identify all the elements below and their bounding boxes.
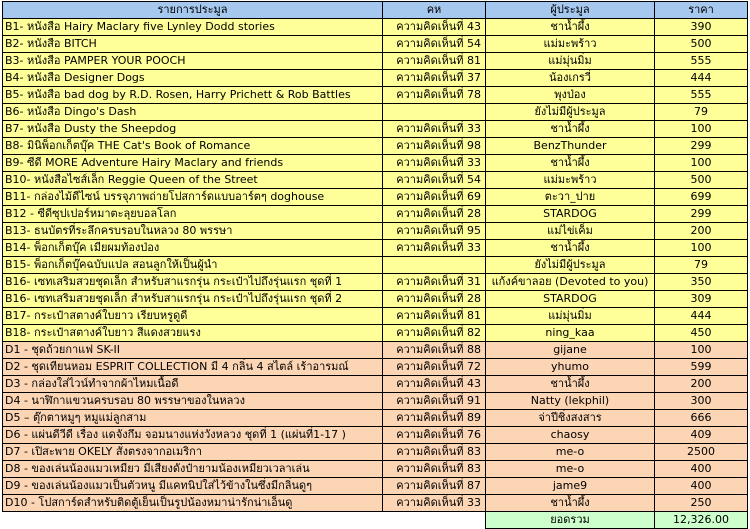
cell-price[interactable]: 300 [655, 393, 748, 410]
cell-price[interactable]: 555 [655, 87, 748, 104]
cell-item[interactable]: B16- เซทเสริมสวยชุดเล็ก สำหรับสาแรกรุ่น กระเป๋าไปถึงรุ่นแรก ชุดที่ 1 [3, 274, 383, 291]
cell-item[interactable]: B11- กล่องไม้ดีไซน์ บรรจุภาพถ่ายโปสการ์ดแบบอาร์ตๆ doghouse [3, 189, 383, 206]
summary-label[interactable]: ยอดรวม [486, 512, 655, 529]
cell-price[interactable]: 444 [655, 308, 748, 325]
table-row [3, 342, 748, 359]
cell-item[interactable]: D6 - แผ่นดีวีดี เรื่อง แดจังกึม จอมนางแห่งวังหลวง ชุดที่ 1 (แผ่นที่1-17 ) [3, 427, 383, 444]
cell-price[interactable]: 100 [655, 240, 748, 257]
cell-item[interactable]: B10- หนังสือไซส์เล็ก Reggie Queen of the Street [3, 172, 383, 189]
cell-price[interactable]: 200 [655, 376, 748, 393]
cell-member[interactable]: gijane [486, 342, 655, 359]
cell-member[interactable]: ชาน้ำผึ้ง [486, 495, 655, 512]
cell-price[interactable]: 79 [655, 104, 748, 121]
cell-topic[interactable]: ความคิดเห็นที่ 69 [383, 189, 486, 206]
cell-topic[interactable]: ความคิดเห็นที่ 54 [383, 172, 486, 189]
table-row [3, 444, 748, 461]
cell-topic[interactable]: ความคิดเห็นที่ 81 [383, 308, 486, 325]
cell-member[interactable]: STARDOG [486, 291, 655, 308]
cell-topic[interactable]: ความคิดเห็นที่ 83 [383, 444, 486, 461]
cell-topic[interactable]: ความคิดเห็นที่ 28 [383, 291, 486, 308]
cell-member[interactable]: yhumo [486, 359, 655, 376]
cell-item[interactable]: D10 - โปสการ์ดสำหรับติดตู้เย็นเป็นรูปน้องหมาน่ารักน่าเอ็นดู [3, 495, 383, 512]
table-row [3, 495, 748, 512]
table-row [3, 257, 748, 274]
table-row [3, 87, 748, 104]
header-item[interactable]: รายการประมูล [3, 2, 383, 19]
summary-blank [3, 512, 383, 529]
cell-item[interactable]: B15- พ็อกเก็ตบุ๊คฉบับแปล สอนลูกให้เป็นผู้นำ [3, 257, 383, 274]
cell-topic[interactable]: ความคิดเห็นที่ 76 [383, 427, 486, 444]
cell-topic[interactable]: ความคิดเห็นที่ 82 [383, 325, 486, 342]
table-row [3, 206, 748, 223]
cell-member[interactable]: ชาน้ำผึ้ง [486, 376, 655, 393]
cell-item[interactable]: D5 – ตุ๊กตาหมูๆ หมูแม่ลูกสาม [3, 410, 383, 427]
cell-topic[interactable]: ความคิดเห็นที่ 78 [383, 87, 486, 104]
cell-topic[interactable]: ความคิดเห็นที่ 43 [383, 19, 486, 36]
cell-topic[interactable]: ความคิดเห็นที่ 37 [383, 70, 486, 87]
cell-price[interactable]: 2500 [655, 444, 748, 461]
cell-member[interactable]: ชาน้ำผึ้ง [486, 121, 655, 138]
cell-topic[interactable]: ความคิดเห็นที่ 33 [383, 495, 486, 512]
cell-item[interactable]: B17- กระเป๋าสตางค์ใบยาว เรียบหรูดูดี [3, 308, 383, 325]
cell-item[interactable]: B1- หนังสือ Hairy Maclary five Lynley Dodd stories [3, 19, 383, 36]
cell-price[interactable]: 444 [655, 70, 748, 87]
cell-item[interactable]: B4- หนังสือ Designer Dogs [3, 70, 383, 87]
cell-member[interactable]: แม่มะพร้าว [486, 36, 655, 53]
cell-topic[interactable]: ความคิดเห็นที่ 33 [383, 155, 486, 172]
cell-member[interactable]: ยังไม่มีผู้ประมูล [486, 104, 655, 121]
cell-price[interactable]: 350 [655, 274, 748, 291]
cell-price[interactable]: 500 [655, 172, 748, 189]
table-row [3, 274, 748, 291]
cell-topic[interactable]: ความคิดเห็นที่ 72 [383, 359, 486, 376]
cell-item[interactable]: B2- หนังสือ BITCH [3, 36, 383, 53]
cell-member[interactable]: พุงป่อง [486, 87, 655, 104]
cell-member[interactable]: ชาน้ำผึ้ง [486, 155, 655, 172]
header-topic[interactable]: คห [383, 2, 486, 19]
cell-member[interactable]: me-o [486, 461, 655, 478]
cell-price[interactable]: 250 [655, 495, 748, 512]
cell-item[interactable]: B7- หนังสือ Dusty the Sheepdog [3, 121, 383, 138]
cell-item[interactable]: B12 - ซีดีซุปเปอร์หมาตะลุยบอลโลก [3, 206, 383, 223]
summary-blank [383, 512, 486, 529]
cell-member[interactable]: ยังไม่มีผู้ประมูล [486, 257, 655, 274]
cell-member[interactable]: chaosy [486, 427, 655, 444]
cell-item[interactable]: B8- มินิพ็อกเก็ตบุ๊ค THE Cat's Book of Romance [3, 138, 383, 155]
table-row [3, 172, 748, 189]
cell-topic[interactable]: ความคิดเห็นที่ 33 [383, 121, 486, 138]
cell-topic[interactable]: ความคิดเห็นที่ 88 [383, 342, 486, 359]
table-row [3, 223, 748, 240]
cell-topic[interactable]: ความคิดเห็นที่ 33 [383, 240, 486, 257]
cell-item[interactable]: D1 - ชุดถ้วยกาแฟ SK-II [3, 342, 383, 359]
table-row [3, 70, 748, 87]
cell-member[interactable]: แม่มุ่นมิ่ม [486, 308, 655, 325]
table-row [3, 121, 748, 138]
summary-row [3, 512, 748, 529]
cell-price[interactable]: 699 [655, 189, 748, 206]
cell-topic[interactable]: ความคิดเห็นที่ 83 [383, 461, 486, 478]
cell-member[interactable]: แม่ไข่เค็ม [486, 223, 655, 240]
cell-member[interactable]: jame9 [486, 478, 655, 495]
table-row [3, 104, 748, 121]
auction-table [2, 1, 748, 529]
cell-price[interactable]: 555 [655, 53, 748, 70]
table-row [3, 138, 748, 155]
cell-item[interactable]: B16- เซทเสริมสวยชุดเล็ก สำหรับสาแรกรุ่น กระเป๋าไปถึงรุ่นแรก ชุดที่ 2 [3, 291, 383, 308]
cell-price[interactable]: 299 [655, 206, 748, 223]
table-row [3, 427, 748, 444]
cell-topic[interactable]: ความคิดเห็นที่ 98 [383, 138, 486, 155]
cell-item[interactable]: D8 - ของเล่นน้องแมวเหมียว มีเสียงดังป๋ายามน้องเหมียวเวลาเล่น [3, 461, 383, 478]
cell-topic[interactable]: ความคิดเห็นที่ 81 [383, 53, 486, 70]
cell-topic[interactable]: ความคิดเห็นที่ 31 [383, 274, 486, 291]
cell-price[interactable]: 599 [655, 359, 748, 376]
summary-total[interactable]: 12,326.00 [655, 512, 748, 529]
cell-price[interactable]: 100 [655, 342, 748, 359]
cell-topic[interactable] [383, 104, 486, 121]
header-row [3, 2, 748, 19]
cell-member[interactable]: ning_kaa [486, 325, 655, 342]
cell-member[interactable]: BenzThunder [486, 138, 655, 155]
header-member[interactable]: ผู้ประมูล [486, 2, 655, 19]
table-row [3, 240, 748, 257]
cell-price[interactable]: 309 [655, 291, 748, 308]
cell-item[interactable]: B5- หนังสือ bad dog by R.D. Rosen, Harry Prichett & Rob Battles [3, 87, 383, 104]
cell-price[interactable]: 400 [655, 478, 748, 495]
table-row [3, 478, 748, 495]
cell-member[interactable]: Natty (lekphil) [486, 393, 655, 410]
cell-price[interactable]: 200 [655, 223, 748, 240]
cell-member[interactable]: จ่าปีชิ่งสงสาร [486, 410, 655, 427]
table-row [3, 308, 748, 325]
table-row [3, 155, 748, 172]
cell-item[interactable]: B14- พ็อกเก็ตบุ๊ค เมียผมท้องป่อง [3, 240, 383, 257]
table-row [3, 53, 748, 70]
table-row [3, 410, 748, 427]
table-row [3, 359, 748, 376]
cell-price[interactable]: 666 [655, 410, 748, 427]
table-row [3, 19, 748, 36]
cell-item[interactable]: D3 - กล่องใส่ไวน์ทำจากผ้าไหมเนื้อดี [3, 376, 383, 393]
header-price[interactable]: ราคา [655, 2, 748, 19]
cell-item[interactable]: D4 - นาฬิกาแขวนครบรอบ 80 พรรษาของในหลวง [3, 393, 383, 410]
cell-item[interactable]: B18- กระเป๋าสตางค์ใบยาว สีแดงสวยแรง [3, 325, 383, 342]
cell-item[interactable]: B13- ธนบัตรที่ระลึกครบรอบในหลวง 80 พรรษา [3, 223, 383, 240]
cell-topic[interactable]: ความคิดเห็นที่ 28 [383, 206, 486, 223]
cell-item[interactable]: B3- หนังสือ PAMPER YOUR POOCH [3, 53, 383, 70]
table-row [3, 376, 748, 393]
cell-topic[interactable] [383, 257, 486, 274]
table-row [3, 393, 748, 410]
cell-price[interactable]: 400 [655, 461, 748, 478]
cell-member[interactable]: ตะวา_ปาย [486, 189, 655, 206]
cell-member[interactable]: แก้งค์ขาลอย (Devoted to you) [486, 274, 655, 291]
cell-member[interactable]: ชาน้ำผึ้ง [486, 19, 655, 36]
table-row [3, 461, 748, 478]
cell-price[interactable]: 100 [655, 155, 748, 172]
table-body [3, 19, 748, 512]
table-row [3, 36, 748, 53]
cell-topic[interactable]: ความคิดเห็นที่ 91 [383, 393, 486, 410]
cell-item[interactable]: B6- หนังสือ Dingo's Dash [3, 104, 383, 121]
cell-price[interactable]: 390 [655, 19, 748, 36]
cell-member[interactable]: แม่มุ่นมิ่ม [486, 53, 655, 70]
cell-member[interactable]: me-o [486, 444, 655, 461]
cell-member[interactable]: น้องเกรวี่ [486, 70, 655, 87]
cell-price[interactable]: 409 [655, 427, 748, 444]
cell-topic[interactable]: ความคิดเห็นที่ 54 [383, 36, 486, 53]
table-row [3, 325, 748, 342]
cell-topic[interactable]: ความคิดเห็นที่ 95 [383, 223, 486, 240]
cell-topic[interactable]: ความคิดเห็นที่ 43 [383, 376, 486, 393]
cell-item[interactable]: D7 - เปิสะพาย OKELY สั่งตรงจากอเมริกา [3, 444, 383, 461]
cell-price[interactable]: 79 [655, 257, 748, 274]
cell-topic[interactable]: ความคิดเห็นที่ 87 [383, 478, 486, 495]
cell-price[interactable]: 500 [655, 36, 748, 53]
cell-member[interactable]: แม่มะพร้าว [486, 172, 655, 189]
cell-member[interactable]: ชาน้ำผึ้ง [486, 240, 655, 257]
cell-member[interactable]: STARDOG [486, 206, 655, 223]
cell-item[interactable]: B9- ซีดี MORE Adventure Hairy Maclary and friends [3, 155, 383, 172]
cell-price[interactable]: 299 [655, 138, 748, 155]
cell-topic[interactable]: ความคิดเห็นที่ 89 [383, 410, 486, 427]
table-row [3, 189, 748, 206]
cell-item[interactable]: D2 - ชุดเทียนหอม ESPRIT COLLECTION มี 4 กลิ่น 4 สไตล์ เร้าอารมณ์ [3, 359, 383, 376]
table-row [3, 291, 748, 308]
cell-item[interactable]: D9 - ของเล่นน้องแมวเป็นตัวหนู มีแคทนิปใส่ไว้ข้างในซึ่งมีกลิ่นดูๆ [3, 478, 383, 495]
cell-price[interactable]: 100 [655, 121, 748, 138]
cell-price[interactable]: 450 [655, 325, 748, 342]
